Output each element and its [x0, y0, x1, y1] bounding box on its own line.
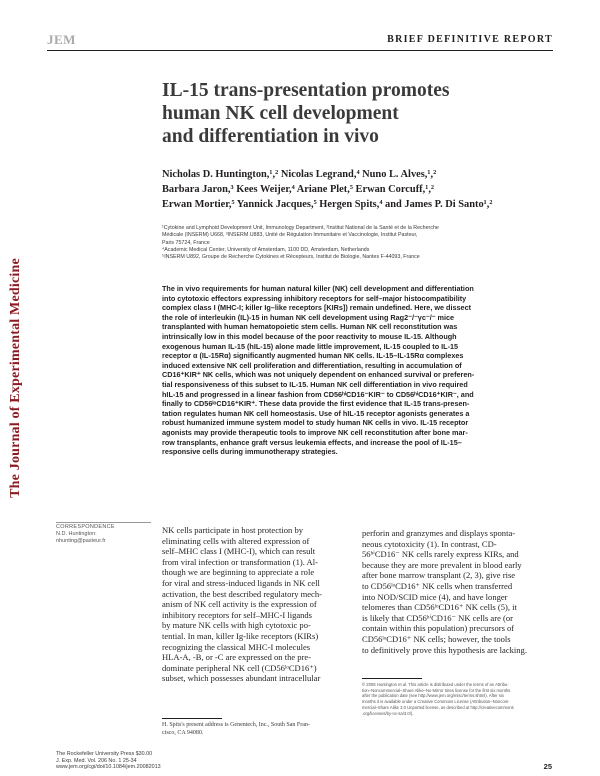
body-line: by mature NK cells with high cytotoxic po-	[162, 620, 311, 631]
author-line: Barbara Jaron,³ Kees Weijer,⁴ Ariane Plet,⁵ Erwan Corcuff,¹,²	[162, 184, 435, 195]
body-line: into NOD/SCID mice (4), and have longer	[362, 591, 508, 602]
license-line: after the publication date (see http://www.jem.org/misc/terms.shtml). After six	[362, 693, 504, 699]
body-line: dominate peripheral NK cell (CD56ˡᵒCD16⁺)	[162, 662, 317, 673]
body-line: anism of NK cell activity is the expression of	[162, 599, 317, 610]
abstract-line: intrinsically low in this model because of the poor reactivity to mouse IL-15. Although	[162, 331, 457, 341]
abstract-line: exogenous human IL-15 (hIL-15) alone made little improvement, IL-15 coupled to IL-15	[162, 341, 459, 351]
body-line: telomeres than CD56ˡᵒCD16⁺ NK cells (5), it	[362, 602, 517, 613]
abstract-line: tation regulates human NK cell homeostasis. Use of hIL-15 receptor agonists generates a	[162, 408, 470, 418]
abstract-line: induced extensive NK cell proliferation and differentiation, resulting in accumulation of	[162, 360, 462, 370]
body-line: to definitively prove this hypothesis are lacking.	[362, 644, 527, 655]
author-list	[162, 167, 562, 212]
license-block	[362, 682, 557, 716]
page-number: 25	[543, 762, 552, 771]
body-line: HLA-A, -B, or -C are expressed on the pre-	[162, 652, 312, 663]
abstract-line: complex class I (MHC-I; killer Ig–like receptors [KIRs]) remain undefined. Here, we dissect	[162, 303, 472, 313]
body-line: to CD56ˡᵒCD16⁺ NK cells when transferred	[362, 580, 513, 591]
doi-link[interactable]: www.jem.org/cgi/doi/10.1084/jem.20082013	[56, 764, 161, 771]
affiliation-line: ⁴Academic Medical Center, University of Amsterdam, 1100 DD, Amsterdam, Netherlands	[162, 246, 370, 253]
body-line: inhibitory receptors for self–MHC-I ligands	[162, 609, 313, 620]
body-line: activation, the best described regulatory mech-	[162, 588, 322, 599]
abstract-line: the role of interleukin (IL)-15 in human NK cell development using Rag2⁻/⁻γc⁻/⁻ mice	[162, 312, 455, 322]
section-label: BRIEF DEFINITIVE REPORT	[387, 34, 553, 45]
affiliation-line: Médicale (INSERM) U668, ³INSERM U883, Unité de Régulation Immunitaire et Vaccinologie, Institut Pasteur,	[162, 232, 418, 239]
abstract-line: The in vivo requirements for human natural killer (NK) cell development and differentiation	[162, 284, 474, 293]
correspondence-heading: CORRESPONDENCE	[56, 524, 115, 530]
abstract-line: finally to CD56ˡᵒCD16⁺KIR⁺. These data provide the first evidence that IL-15 trans-presen-	[162, 399, 470, 409]
body-line: recognizing the classical MHC-I molecules	[162, 641, 311, 652]
body-column-right	[362, 528, 552, 655]
abstract-line: robust humanized immune system model to study human NK cells in vivo. IL-15 receptor	[162, 418, 469, 428]
affiliation-line: ⁵INSERM U892, Groupe de Recherche Cytokines et Récepteurs, Institut de Biologie, Nantes F-44093, France	[162, 254, 420, 261]
author-line: Erwan Mortier,⁵ Yannick Jacques,⁵ Hergen Spits,⁴ and James P. Di Santo¹,²	[162, 199, 493, 210]
abstract-line: into cytotoxic effectors expressing inhibitory receptors for self–major histocompatibility	[162, 293, 467, 303]
license-line: .org/licenses/by-nc-sa/3.0/).	[362, 710, 414, 716]
body-line: tential. In man, killer Ig-like receptors (KIRs)	[162, 630, 319, 641]
sidebar-journal-text: The Journal of Experimental Medicine	[8, 258, 23, 498]
license-line: mercial–Share Alike 3.0 Unported license, as described at http://creativecommons	[362, 704, 514, 710]
body-line: for viral and stress-induced ligands in NK cell	[162, 577, 320, 588]
body-line: after bone marrow transplant (2, 3), give rise	[362, 570, 516, 581]
title-line: IL-15 trans-presentation promotes	[162, 80, 450, 101]
footnote-line: cisco, CA 94080.	[162, 730, 204, 736]
abstract	[162, 284, 550, 457]
title-line: and differentiation in vivo	[162, 126, 379, 147]
affiliation-line: ¹Cytokine and Lymphoid Development Unit, Immunology Department, ²Institut National de la Santé et de la Recherche	[162, 225, 439, 231]
license-line: months it is available under a Creative Commons License (Attribution–Noncom-	[362, 699, 510, 705]
abstract-line: receptor α (IL-15Rα) significantly augmented human NK cells. IL-15–IL-15Rα complexes	[162, 351, 464, 361]
publisher-info	[56, 751, 161, 771]
affiliations	[162, 225, 522, 261]
body-line: neous cytotoxicity (1). In contrast, CD-	[362, 538, 497, 549]
abstract-line: agonists may provide therapeutic tools to improve NK cell reconstitution after bone mar-	[162, 427, 468, 437]
body-line: NK cells participate in host protection by	[162, 525, 303, 535]
body-line: subset, which possesses abundant intracellular	[162, 673, 321, 684]
sidebar-journal-name	[1, 248, 31, 508]
body-line: is likely that CD56ʰⁱCD16⁻ NK cells are (or	[362, 612, 513, 623]
correspondence-divider	[56, 522, 151, 523]
header-divider	[47, 50, 553, 51]
abstract-line: row transplants, enhance graft versus leukemia effects, and increase the pool of IL-15–	[162, 437, 462, 447]
footnote-divider	[162, 718, 222, 719]
correspondence-block	[56, 524, 151, 546]
abstract-line: tial responsiveness of this subset to IL-15. Human NK cell differentiation in vivo required	[162, 379, 468, 389]
article-title	[162, 79, 542, 148]
citation-line: J. Exp. Med. Vol. 206 No. 1 25-34	[56, 757, 137, 764]
body-line: CD56ˡᵒCD16⁺ NK cells; however, the tools	[362, 633, 511, 644]
body-line: because they are more prevalent in blood early	[362, 559, 522, 570]
body-line: from viral infection or transformation (1). Al-	[162, 556, 318, 567]
body-column-left	[162, 525, 350, 684]
abstract-line: hIL-15 and progressed in a linear fashion from CD56ʰⁱCD16⁻KIR⁻ to CD56ʰⁱCD16⁺KIR⁻, and	[162, 389, 474, 399]
footnote	[162, 721, 352, 737]
affiliation-line: Paris 75724, France	[162, 239, 210, 246]
journal-logo: JEM	[47, 32, 76, 47]
body-line: perforin and granzymes and displays sponta-	[362, 528, 516, 538]
publisher-line: The Rockefeller University Press $30.00	[56, 751, 153, 757]
abstract-line: CD16⁺KIR⁺ NK cells, which was not uniquely dependent on enhanced survival or preferen-	[162, 370, 475, 380]
license-line: tion–Noncommercial–Share Alike–No Mirror Sites license for the first six months	[362, 687, 511, 693]
title-line: human NK cell development	[162, 103, 399, 124]
body-line: eliminating cells with altered expression of	[162, 535, 310, 546]
license-divider	[362, 678, 422, 679]
body-line: 56ʰⁱCD16⁻ NK cells rarely express KIRs, and	[362, 549, 519, 560]
correspondence-name: N.D. Huntington:	[56, 531, 97, 538]
body-line: though we are beginning to appreciate a role	[162, 567, 315, 578]
abstract-line: responsive cells during immunotherapy strategies.	[162, 447, 338, 457]
body-line: self–MHC class I (MHC-I), which can result	[162, 546, 316, 557]
author-line: Nicholas D. Huntington,¹,² Nicolas Legrand,⁴ Nuno L. Alves,¹,²	[162, 169, 437, 180]
correspondence-email[interactable]: nhunting@pasteur.fr	[56, 538, 106, 545]
footnote-line: H. Spits's present address is Genentech, Inc., South San Fran-	[162, 722, 310, 728]
abstract-line: transplanted with human hematopoietic stem cells. Human NK cell reconstitution was	[162, 322, 458, 332]
body-line: contain within this population) precursors of	[362, 623, 515, 634]
license-line: © 2008 Huntington et al. This article is distributed under the terms of an Attribu-	[362, 682, 509, 687]
